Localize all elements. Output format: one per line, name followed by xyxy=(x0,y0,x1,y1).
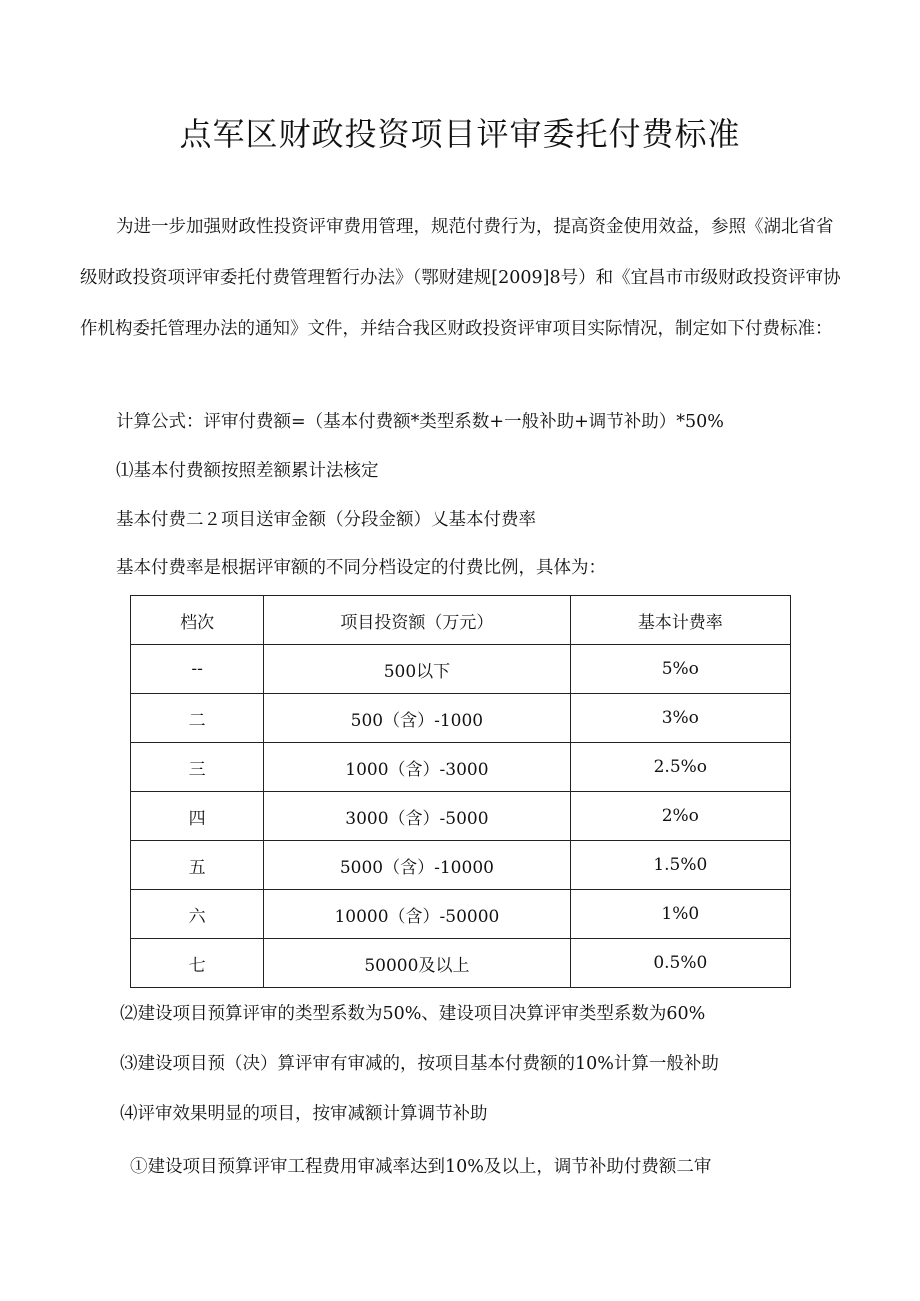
table-row xyxy=(131,939,791,988)
investment-cell: 500以下 xyxy=(264,645,570,694)
tier-cell: 四 xyxy=(131,792,264,841)
item-1: ⑴基本付费额按照差额累计法核定 xyxy=(116,461,379,481)
item-4-1: ①建设项目预算评审工程费用审减率达到10%及以上，调节补助付费额二审 xyxy=(130,1157,712,1177)
rate-cell: 3%o xyxy=(570,694,790,743)
rate-cell: 1.5%0 xyxy=(570,841,790,890)
tier-cell: 二 xyxy=(131,694,264,743)
fee-rate-table xyxy=(130,595,791,988)
item-4: ⑷评审效果明显的项目，按审减额计算调节补助 xyxy=(120,1104,488,1124)
table-row xyxy=(131,694,791,743)
table-row xyxy=(131,890,791,939)
intro-paragraph: 为进一步加强财政性投资评审费用管理，规范付费行为，提高资金使用效益，参照《湖北省省级财政投资项评审委托付费管理暂行办法》（鄂财建规[2009]8号）和《宜昌市市级财政投资评审协作机构委托管理办法的通知》文件，并结合我区财政投资评审项目实际情况，制定如下付费标准： xyxy=(80,217,841,339)
tier-cell: 六 xyxy=(131,890,264,939)
table-row xyxy=(131,645,791,694)
header-tier: 档次 xyxy=(131,596,264,645)
header-rate: 基本计费率 xyxy=(570,596,790,645)
investment-cell: 50000及以上 xyxy=(264,939,570,988)
tier-cell: 七 xyxy=(131,939,264,988)
rate-cell: 1%0 xyxy=(570,890,790,939)
table-row xyxy=(131,743,791,792)
table-row xyxy=(131,841,791,890)
rate-intro-line: 基本付费率是根据评审额的不同分档设定的付费比例，具体为： xyxy=(116,558,606,578)
investment-cell: 10000（含）-50000 xyxy=(264,890,570,939)
formula-line: 计算公式：评审付费额=（基本付费额*类型系数+一般补助+调节补助）*50% xyxy=(116,412,724,432)
tier-cell: 五 xyxy=(131,841,264,890)
rate-cell: 0.5%0 xyxy=(570,939,790,988)
investment-cell: 3000（含）-5000 xyxy=(264,792,570,841)
header-investment: 项目投资额（万元） xyxy=(264,596,570,645)
tier-cell: 三 xyxy=(131,743,264,792)
table-row xyxy=(131,792,791,841)
investment-cell: 500（含）-1000 xyxy=(264,694,570,743)
item-2: ⑵建设项目预算评审的类型系数为50%、建设项目决算评审类型系数为60% xyxy=(120,1004,706,1024)
investment-cell: 5000（含）-10000 xyxy=(264,841,570,890)
table-header-row xyxy=(131,596,791,645)
tier-cell: -- xyxy=(131,645,264,694)
rate-cell: 2.5%o xyxy=(570,743,790,792)
document-title: 点军区财政投资项目评审委托付费标准 xyxy=(179,115,741,153)
item-3: ⑶建设项目预（决）算评审有审减的，按项目基本付费额的10%计算一般补助 xyxy=(120,1054,719,1074)
rate-cell: 5%o xyxy=(570,645,790,694)
rate-cell: 2%o xyxy=(570,792,790,841)
investment-cell: 1000（含）-3000 xyxy=(264,743,570,792)
basic-fee-line: 基本付费二２项目送审金额（分段金额）乂基本付费率 xyxy=(116,510,536,530)
